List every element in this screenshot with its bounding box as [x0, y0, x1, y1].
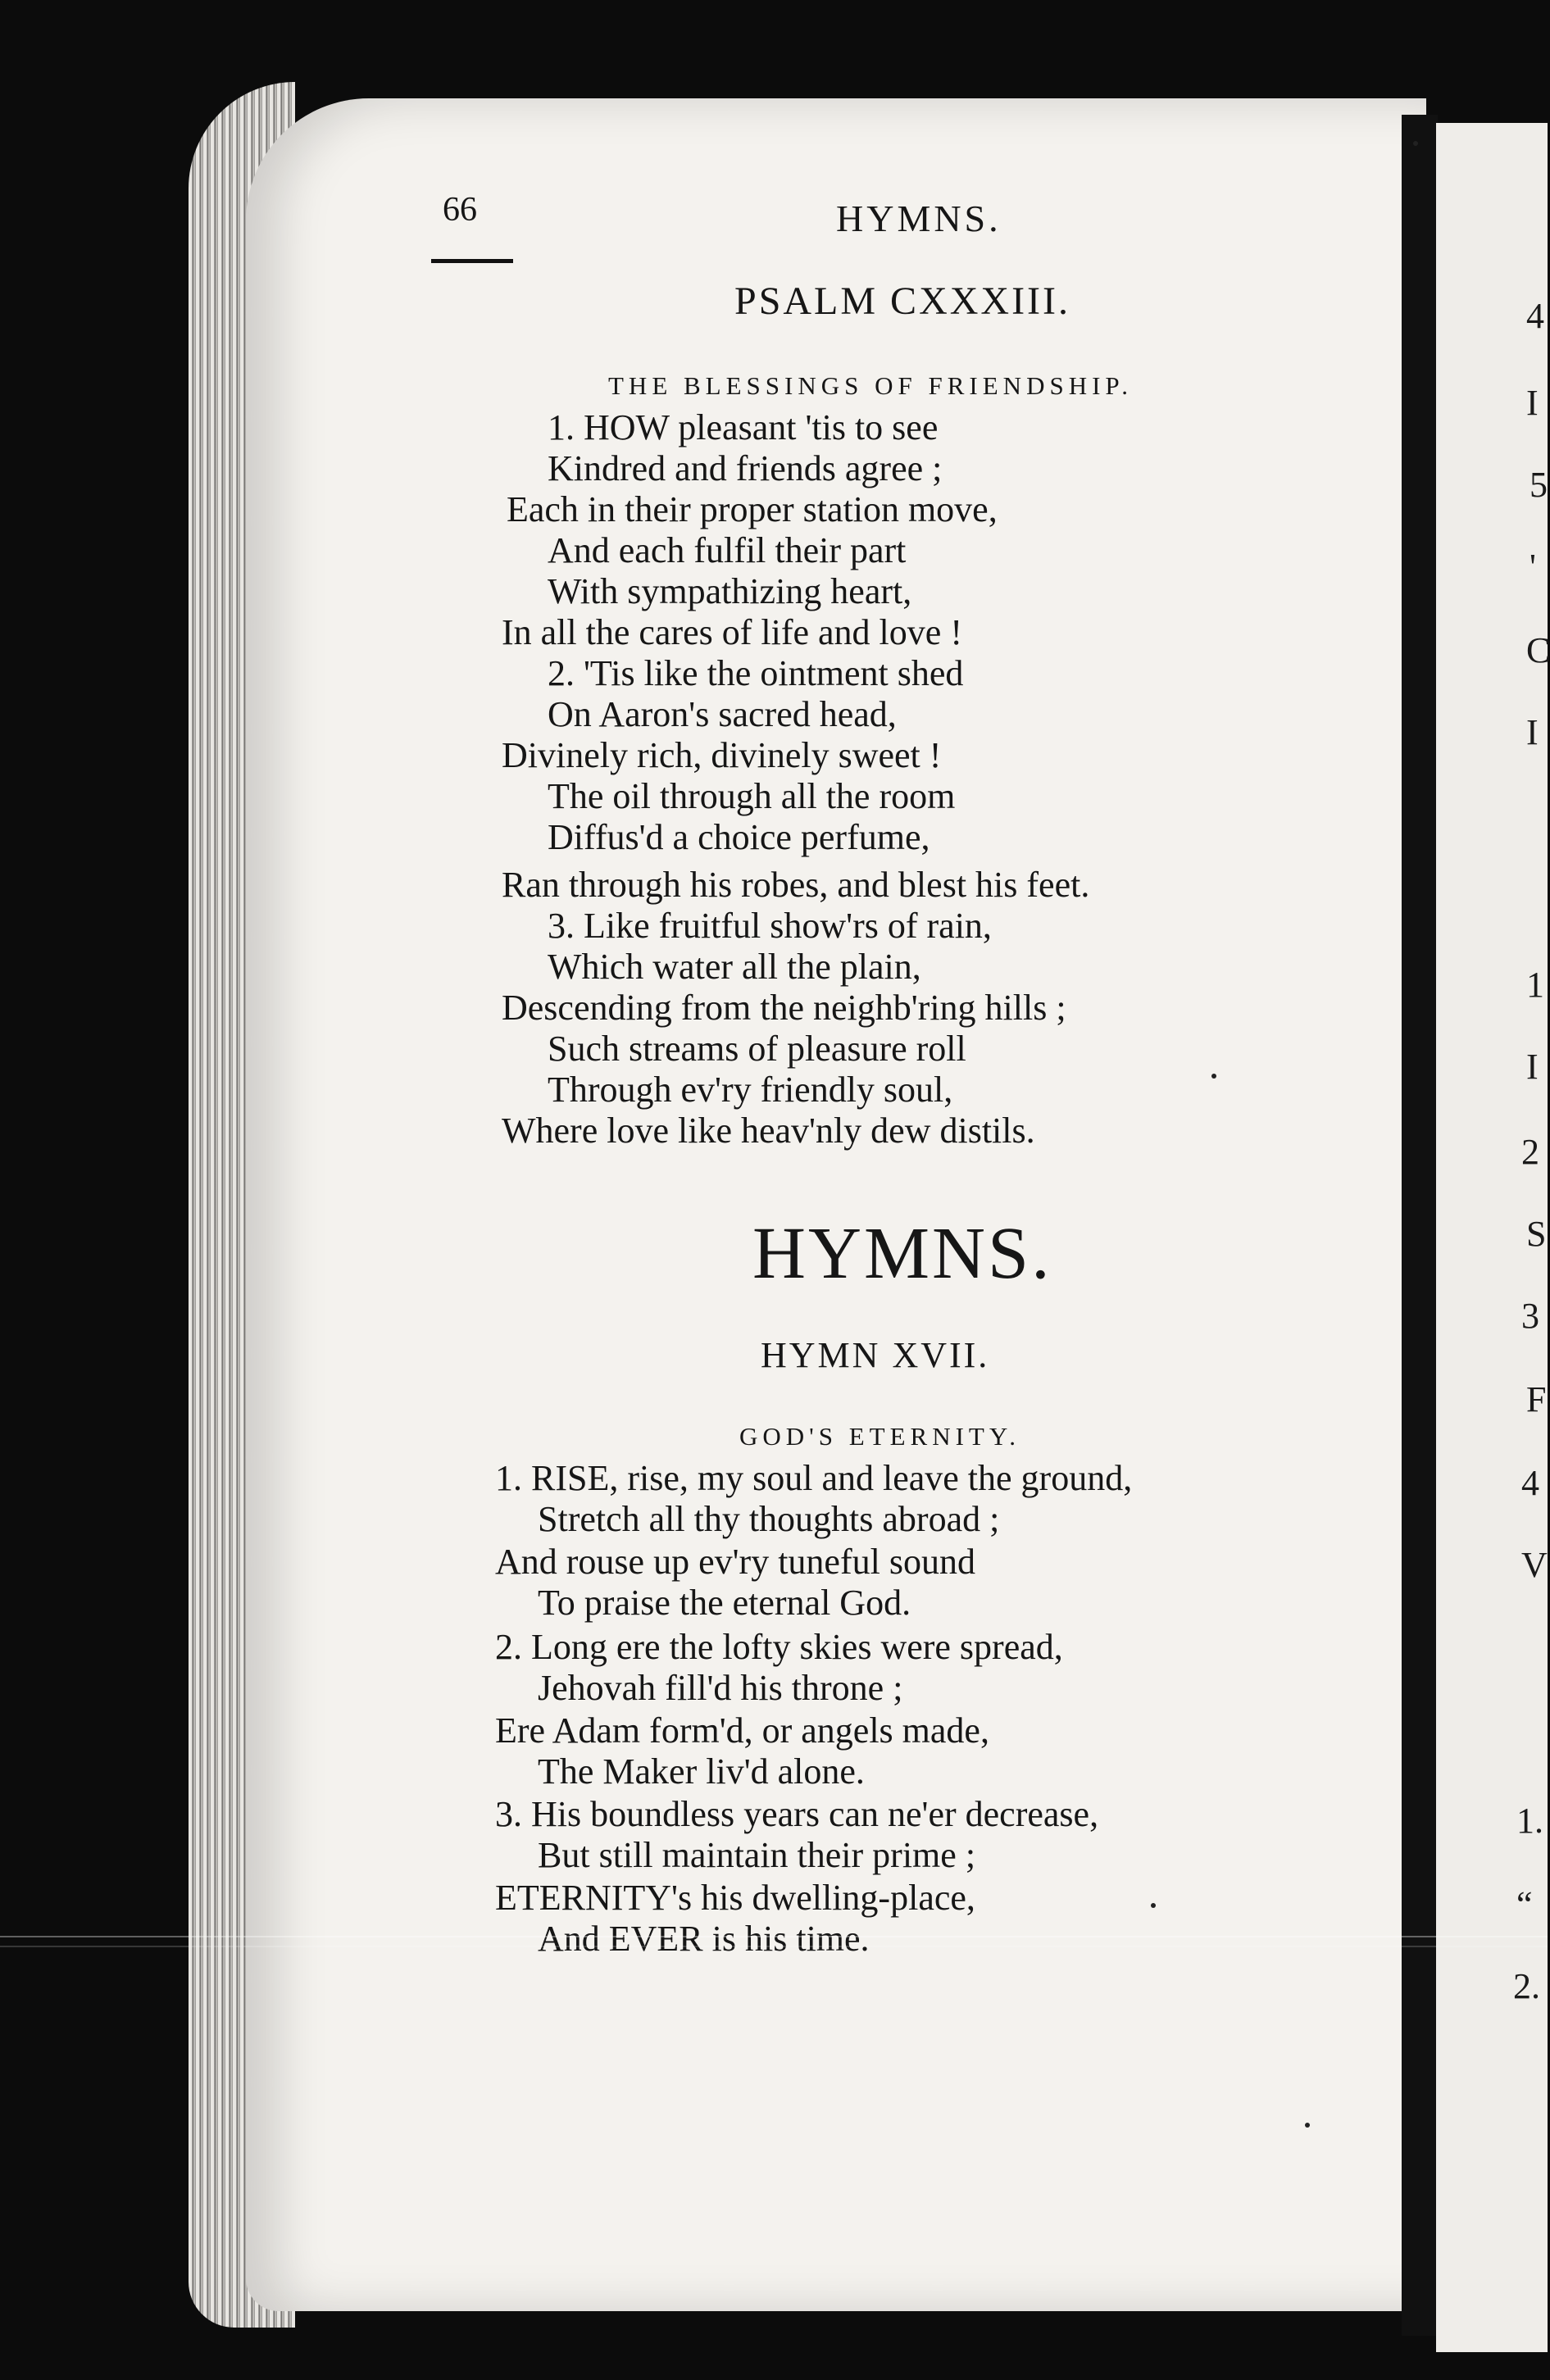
right-page-fragment: 2 [1521, 1132, 1539, 1172]
psalm-line: Kindred and friends agree ; [548, 448, 943, 488]
right-page-fragment: C [1526, 630, 1550, 670]
hymn-line: Jehovah fill'd his throne ; [538, 1668, 903, 1708]
page-number-rule [431, 259, 513, 263]
psalm-title: PSALM CXXXIII. [734, 279, 1071, 323]
psalm-line: 3. Like fruitful show'rs of rain, [548, 906, 992, 946]
right-page-fragment: V [1521, 1545, 1548, 1585]
psalm-subtitle: THE BLESSINGS OF FRIENDSHIP. [608, 371, 1133, 400]
dust-speck [1413, 141, 1418, 146]
psalm-line: 2. 'Tis like the ointment shed [548, 653, 964, 693]
psalm-line: With sympathizing heart, [548, 571, 912, 611]
psalm-line: Through ev'ry friendly soul, [548, 1070, 953, 1110]
right-page-fragment: 2. [1513, 1966, 1540, 2006]
hymn-subtitle: GOD'S ETERNITY. [739, 1422, 1021, 1451]
right-page-fragment: I [1526, 383, 1539, 423]
hymn-line: Stretch all thy thoughts abroad ; [538, 1499, 1000, 1539]
right-page-fragment: 3 [1521, 1296, 1539, 1336]
psalm-line: Diffus'd a choice perfume, [548, 817, 930, 857]
psalm-line: On Aaron's sacred head, [548, 694, 897, 734]
hymn-line: The Maker liv'd alone. [538, 1751, 865, 1792]
psalm-line: Which water all the plain, [548, 947, 921, 987]
right-page-fragment: I [1526, 1047, 1539, 1087]
running-title: HYMNS. [836, 198, 1002, 239]
right-page-fragment: 4 [1526, 296, 1544, 336]
right-page-fragment: F [1526, 1379, 1547, 1419]
dust-speck [1305, 2123, 1310, 2128]
psalm-line: Such streams of pleasure roll [548, 1029, 966, 1069]
book-gutter [1402, 115, 1438, 2336]
hymn-line: And EVER is his time. [538, 1919, 870, 1959]
scan-artifact-line [0, 1946, 1548, 1947]
psalm-line: And each fulfil their part [548, 530, 907, 570]
scan-artifact-line [0, 1936, 1548, 1937]
right-page-fragment: I [1526, 712, 1539, 752]
hymn-line: 3. His boundless years can ne'er decrease, [495, 1794, 1099, 1834]
psalm-line: Divinely rich, divinely sweet ! [502, 735, 942, 775]
hymn-line: And rouse up ev'ry tuneful sound [495, 1542, 975, 1582]
right-page-fragment: S [1526, 1214, 1547, 1254]
psalm-line: 1. HOW pleasant 'tis to see [548, 407, 939, 447]
hymn-title: HYMN XVII. [761, 1335, 990, 1375]
psalm-line: The oil through all the room [548, 776, 956, 816]
psalm-line: Each in their proper station move, [507, 489, 998, 529]
hymn-line: 1. RISE, rise, my soul and leave the ground, [495, 1458, 1133, 1498]
right-page-fragment: ' [1530, 547, 1536, 587]
psalm-line: Ran through his robes, and blest his feet. [502, 865, 1090, 905]
section-heading: HYMNS. [752, 1213, 1052, 1294]
hymn-line: To praise the eternal God. [538, 1583, 911, 1623]
psalm-line: In all the cares of life and love ! [502, 612, 962, 652]
right-page-fragment: 4 [1521, 1463, 1539, 1503]
hymn-line: 2. Long ere the lofty skies were spread, [495, 1627, 1063, 1667]
right-page-fragment: 5 [1530, 465, 1548, 505]
dust-speck [1151, 1903, 1156, 1908]
page-number: 66 [443, 191, 477, 229]
right-page-fragment: 1. [1516, 1801, 1543, 1841]
psalm-line: Descending from the neighb'ring hills ; [502, 988, 1066, 1028]
right-page-fragment: “ [1516, 1884, 1533, 1924]
hymn-line: Ere Adam form'd, or angels made, [495, 1710, 989, 1751]
psalm-line: Where love like heav'nly dew distils. [502, 1111, 1035, 1151]
hymn-line: ETERNITY's his dwelling-place, [495, 1878, 975, 1918]
hymn-line: But still maintain their prime ; [538, 1835, 976, 1875]
right-page-fragment: 1 [1526, 965, 1544, 1005]
dust-speck [1211, 1074, 1216, 1079]
